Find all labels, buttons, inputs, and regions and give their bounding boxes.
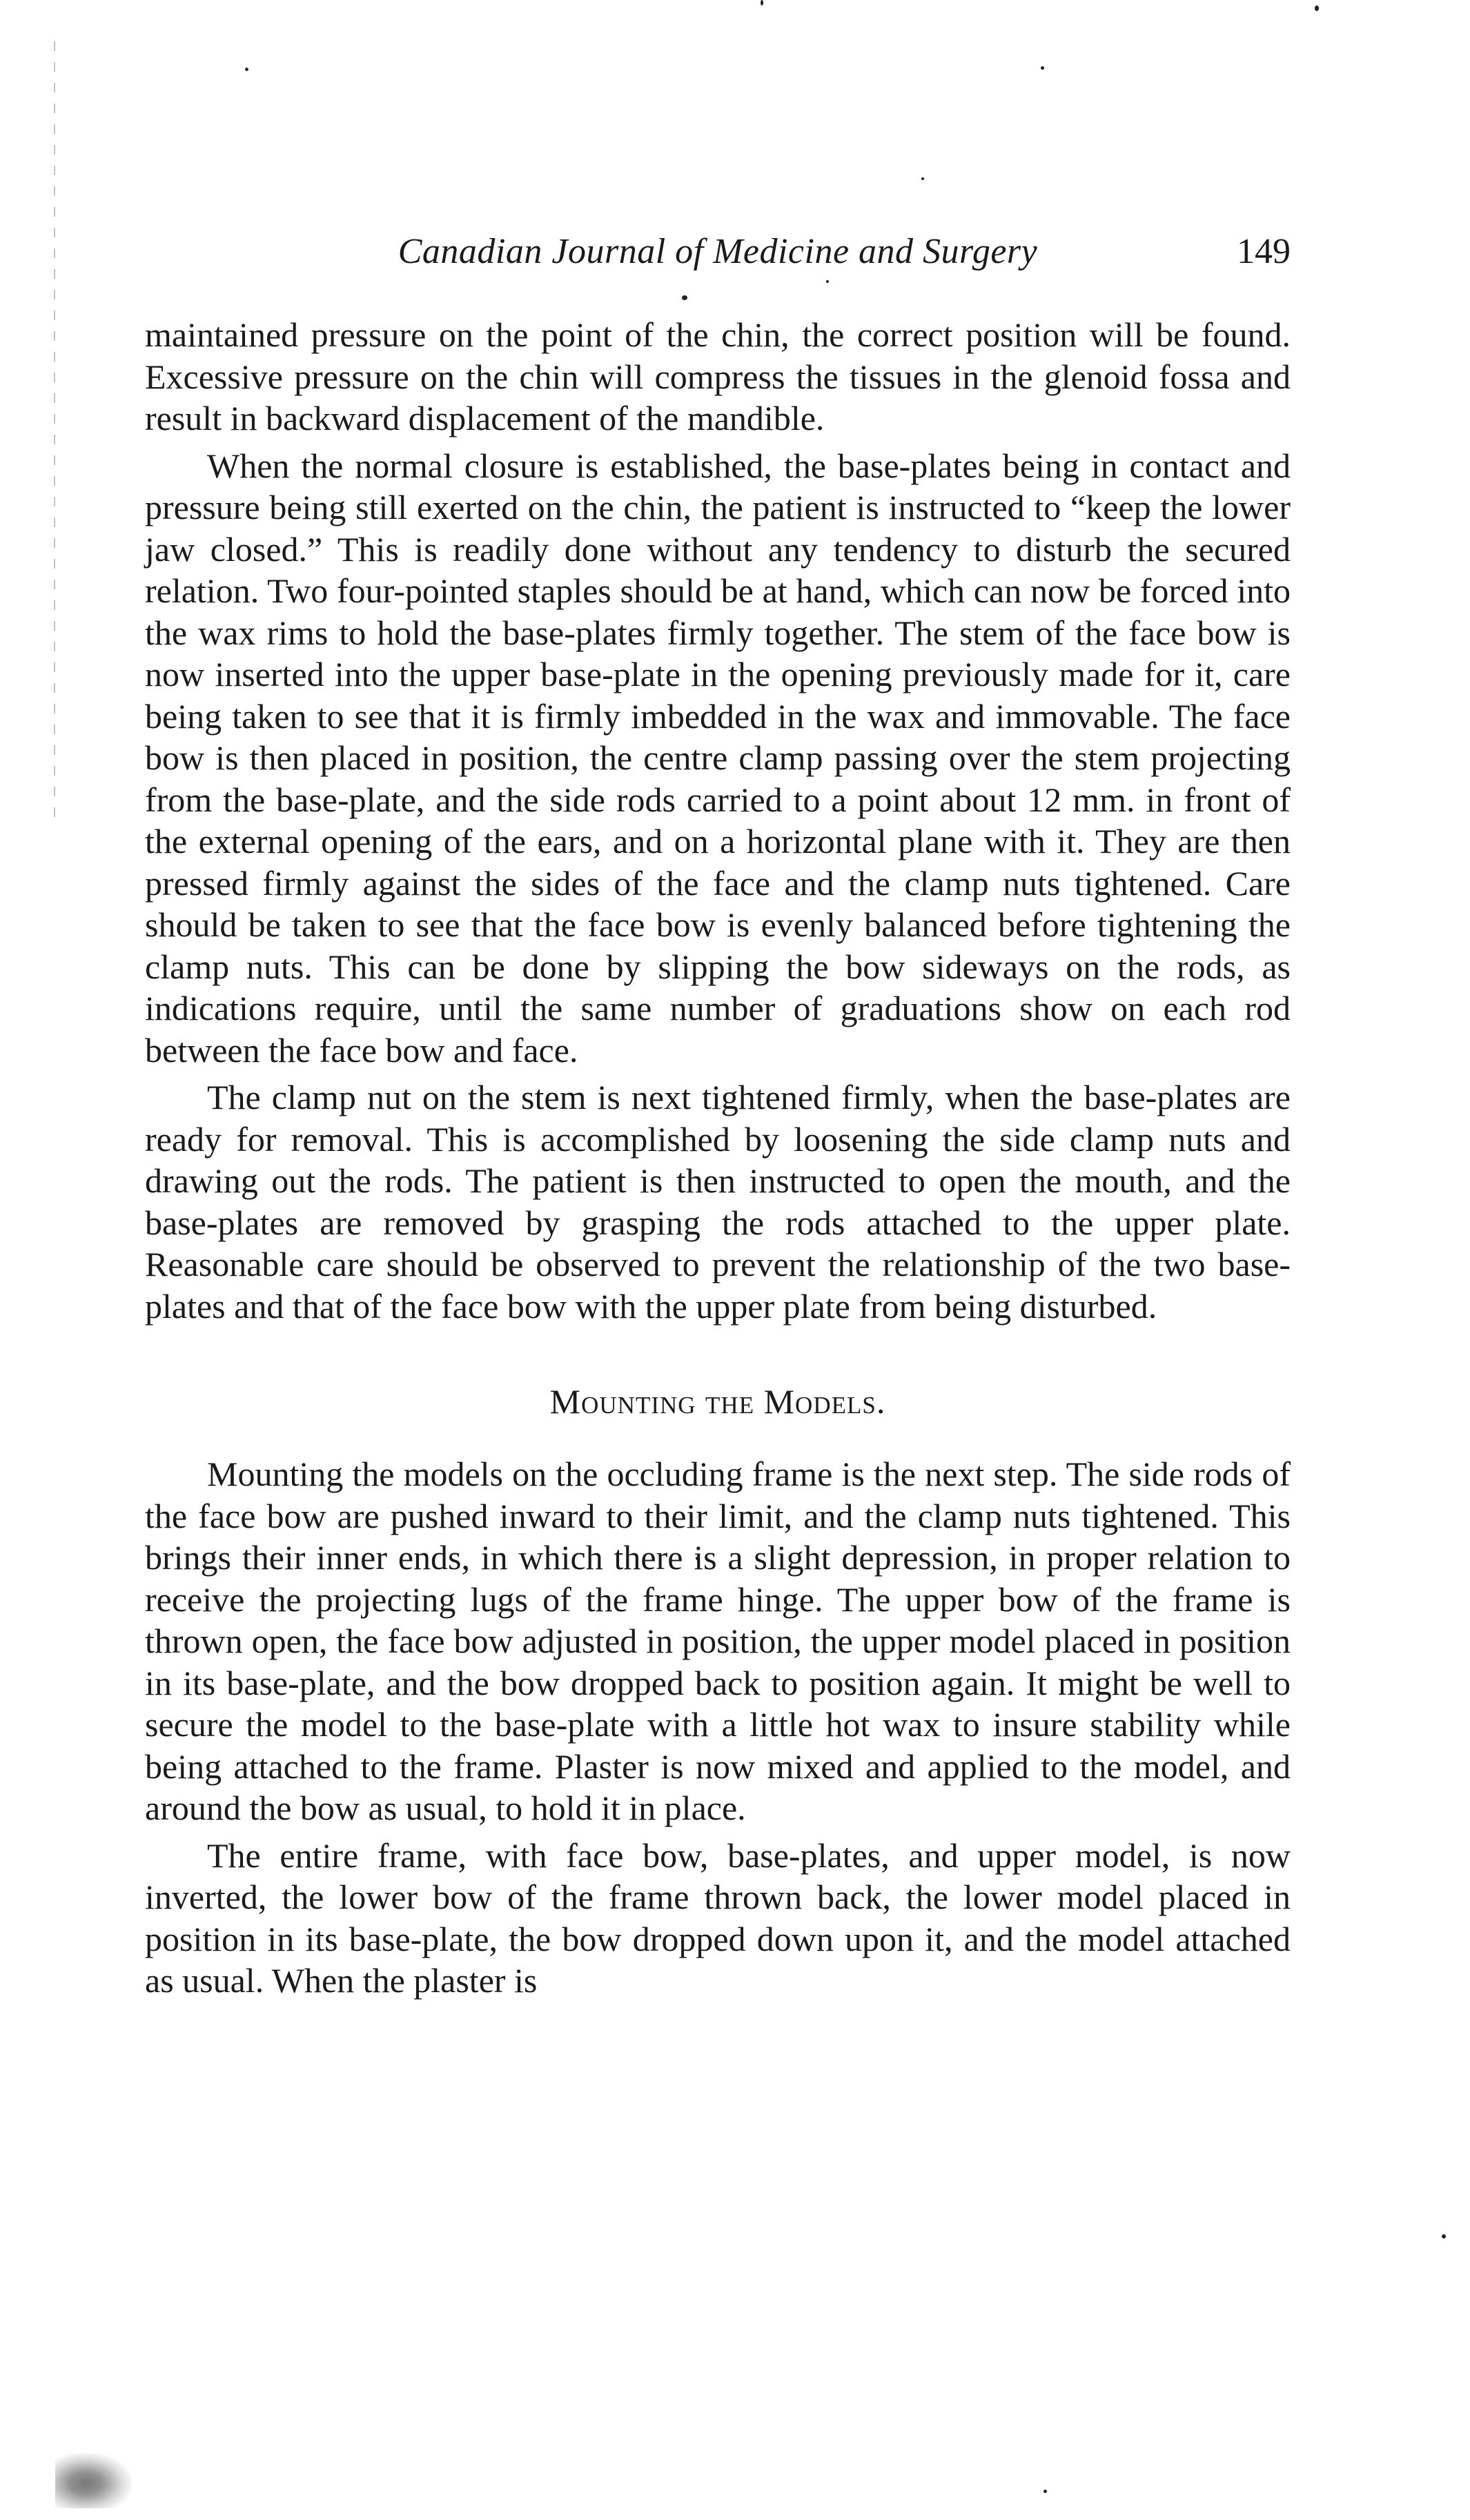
page-number: 149 (1237, 232, 1291, 271)
ink-speck (245, 68, 248, 71)
ink-speck (1442, 2234, 1446, 2238)
ink-speck (682, 295, 687, 300)
ink-speck (921, 177, 924, 180)
ink-speck (1043, 2490, 1047, 2493)
section-heading: Mounting the Models. (549, 1382, 886, 1421)
ink-speck (1041, 66, 1044, 70)
paragraph: The clamp nut on the stem is next tightened firmly, when the base-plates are ready for removal. This is accomplished by loosening the side clamp nuts and drawing out the rods. The patient is then instructed to open the mouth, and the base-plates are removed by grasping the rods attached to the upper plate. Reasonable care should be observed to prevent the relationship of the two base-plates and that of the face bow with the upper plate from being disturbed. (145, 1078, 1291, 1326)
paragraph: maintained pressure on the point of the chin, the correct position will be found. Excessive pressure on the chin will compress the tissues in the glenoid fossa and result in backward displacement of the mandible. (145, 315, 1291, 437)
ink-speck (1315, 6, 1319, 11)
paragraph: When the normal closure is established, the base-plates being in contact and pressure being still exerted on the chin, the patient is instructed to “keep the lower jaw closed.” This is readily done without any tendency to disturb the secured relation. Two four-pointed staples should be at hand, which can now be forced into the wax rims to hold the base-plates firmly together. The stem of the face bow is now inserted into the upper base-plate in the opening previously made for it, care being taken to see that it is firmly imbedded in the wax and immovable. The face bow is then placed in position, the centre clamp passing over the stem projecting from the base-plate, and the side rods carried to a point about 12 mm. in front of the external opening of the ears, and on a horizontal plane with it. They are then pressed firmly against the sides of the face and the clamp nuts tightened. Care should be taken to see that the face bow is evenly balanced before tightening the clamp nuts. This can be done by slipping the bow sideways on the rods, as indications require, until the same number of graduations show on each rod between the face bow and face. (145, 446, 1291, 1070)
scan-smudge (55, 2453, 131, 2508)
paragraph: Mounting the models on the occluding frame is the next step. The side rods of the face bow are pushed inward to their limit, and the clamp nuts tightened. This brings their inner ends, in which there is a slight depression, in proper relation to receive the projecting lugs of the frame hinge. The upper bow of the frame is thrown open, the face bow adjusted in position, the upper model placed in position in its base-plate, and the bow dropped back to position again. It might be well to secure the model to the base-plate with a little hot wax to insure stability while being attached to the frame. Plaster is now mixed and applied to the model, and around the bow as usual, to hold it in place. (145, 1455, 1291, 1827)
paragraph: The entire frame, with face bow, base-plates, and upper model, is now inverted, the lower bow of the frame thrown back, the lower model placed in position in its base-plate, the bow dropped down upon it, and the model attached as usual. When the plaster is (145, 1835, 1291, 2000)
running-title: Canadian Journal of Medicine and Surgery (398, 232, 1038, 271)
body-text (145, 314, 1291, 2002)
running-head (145, 221, 1291, 283)
binding-edge-mark (54, 41, 55, 828)
ink-speck (761, 0, 763, 6)
